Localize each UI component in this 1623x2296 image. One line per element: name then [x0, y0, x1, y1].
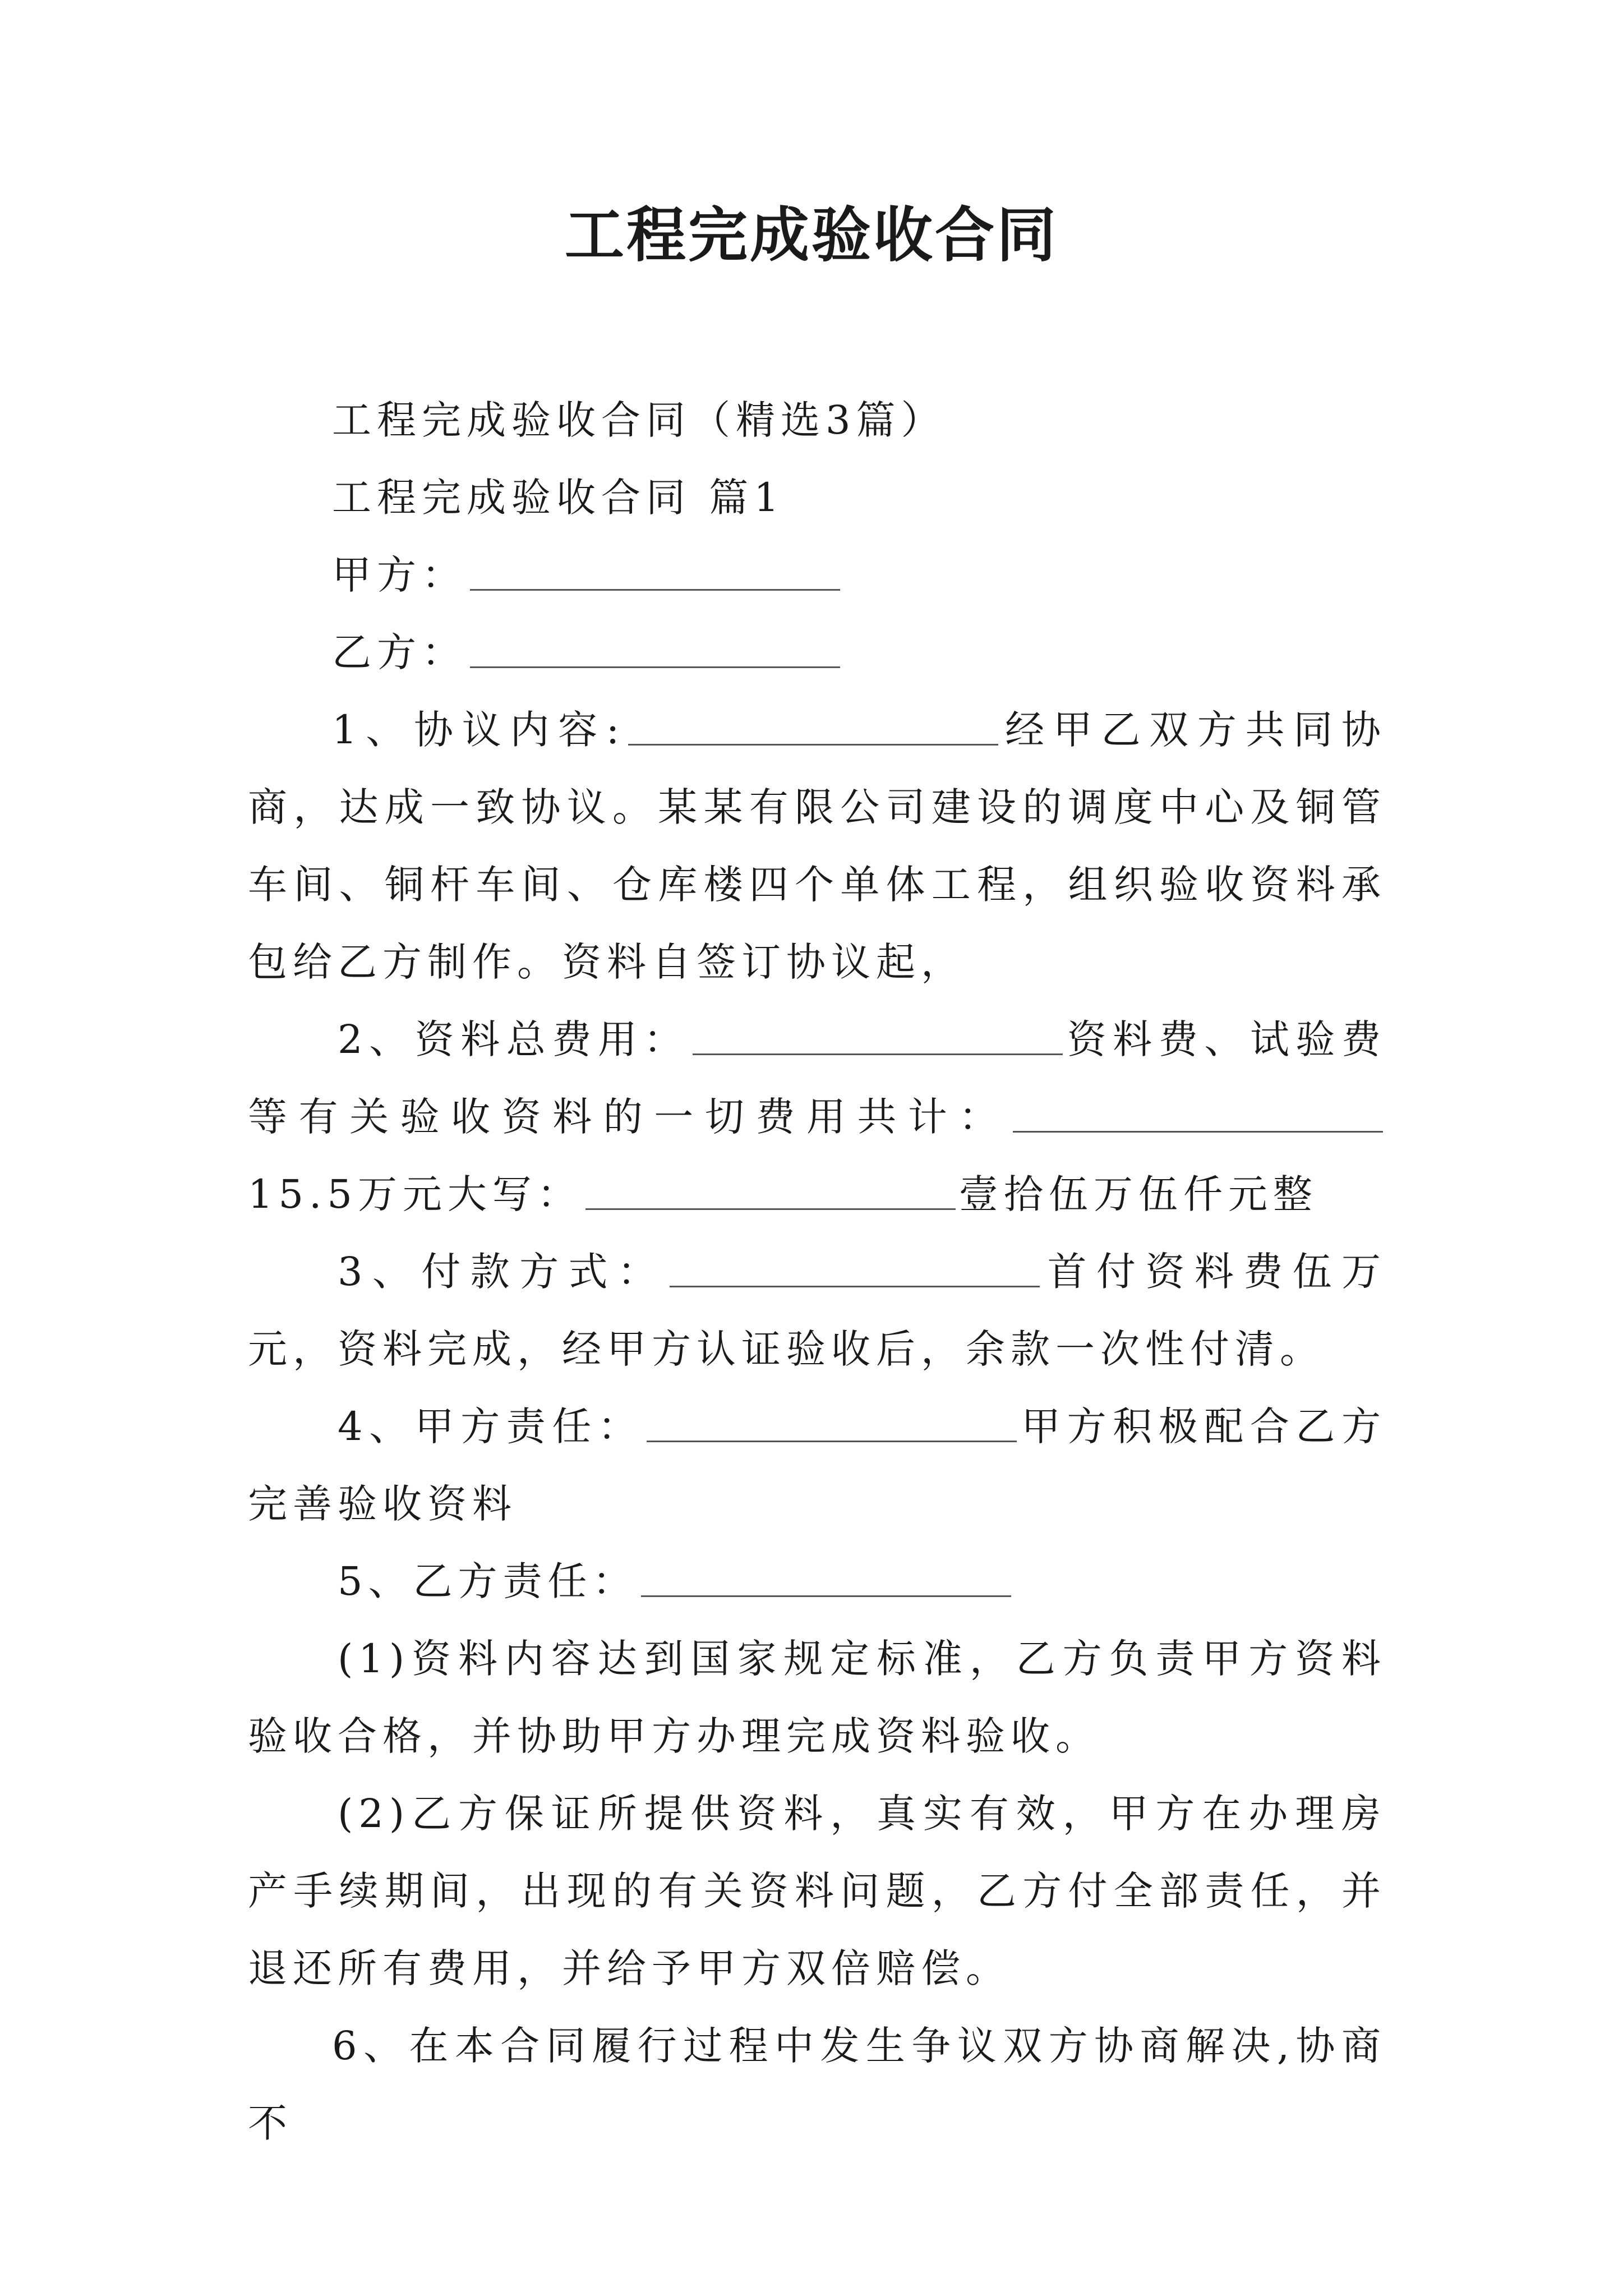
clause-3-label: 3、付款方式： [338, 1249, 667, 1295]
party-a-blank [470, 555, 840, 591]
party-b-blank [470, 633, 840, 668]
clause-2-text-c: 壹拾伍万伍仟元整 [958, 1171, 1318, 1217]
clause-2-text-a: 资料费、试验费等有关验收资料的一切费用共计： [248, 1016, 1386, 1140]
clause-5-item-1: (1)资料内容达到国家规定标准，乙方负责甲方资料验收合格，并协助甲方办理完成资料验收。 [248, 1636, 1386, 1759]
party-b-line [248, 614, 1386, 691]
clause-2-blank-2 [1013, 1097, 1383, 1133]
clause-2-blank-1 [693, 1020, 1063, 1055]
section-heading: 工程完成验收合同 篇1 [332, 475, 785, 521]
clause-1 [248, 691, 1386, 1001]
clause-4-label: 4、甲方责任： [338, 1404, 644, 1450]
clause-4-blank [647, 1407, 1017, 1442]
document-title: 工程完成验收合同 [565, 200, 1058, 270]
clause-2-label: 2、资料总费用： [338, 1016, 690, 1062]
clause-5-label: 5、乙方责任： [338, 1558, 638, 1604]
subtitle: 工程完成验收合同（精选3篇） [332, 397, 946, 443]
clause-2-blank-3 [585, 1175, 956, 1210]
clause-5-blank [641, 1562, 1011, 1597]
clause-2-text-b: 15.5万元大写： [248, 1171, 582, 1217]
clause-3-blank [670, 1252, 1040, 1287]
clause-1-text: 经甲乙双方共同协商，达成一致协议。某某有限公司建设的调度中心及铜管车间、铜杆车间、仓库楼四个单体工程，组织验收资料承包给乙方制作。资料自签订协议起， [248, 707, 1387, 985]
clause-4-text: 甲方积极配合乙方完善验收资料 [248, 1404, 1386, 1527]
party-a-label: 甲方： [332, 552, 467, 598]
clause-5 [248, 1543, 1386, 1620]
clause-5-item-2: (2)乙方保证所提供资料，真实有效，甲方在办理房产手续期间，出现的有关资料问题，乙方付全部责任，并退还所有费用，并给予甲方双倍赔偿。 [248, 1791, 1386, 1991]
clause-4 [248, 1388, 1386, 1543]
clause-6: 6、在本合同履行过程中发生争议双方协商解决,协商不 [248, 2023, 1386, 2146]
document-body [248, 381, 1386, 2162]
clause-3 [248, 1233, 1386, 1388]
clause-3-text: 首付资料费伍万元，资料完成，经甲方认证验收后，余款一次性付清。 [248, 1249, 1386, 1372]
clause-2 [248, 1001, 1386, 1233]
clause-1-label: 1、协议内容: [332, 707, 625, 753]
party-b-label: 乙方： [332, 629, 467, 675]
clause-1-blank [628, 710, 998, 746]
party-a-line [248, 536, 1386, 614]
